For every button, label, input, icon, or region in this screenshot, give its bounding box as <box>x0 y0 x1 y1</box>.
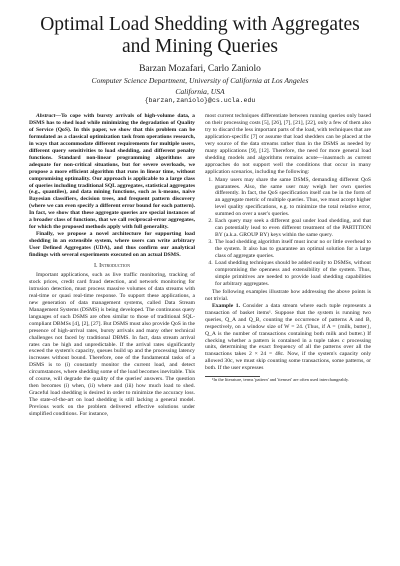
affiliation-line-2: California, USA <box>175 87 225 96</box>
abstract-finally-body: Finally, we propose a novel architecture for supporting load shedding in an extensible system, where users can write arbitrary User Defined Aggregates (UDA), and thus confirm our analytical findings with several experiments executed on an actual DSMS. <box>29 231 195 259</box>
section-heading-introduction: I. Introduction <box>93 262 131 270</box>
right-paragraph-2: The following examples illustrate how addressing the above points is not trivial. <box>205 288 371 302</box>
list-item: 3. The load shedding algorithm itself must incur no or little overhead to the system. It also has to guarantee an optimal solution for a large class of aggregate queries. <box>214 239 371 260</box>
intro-paragraph: Important applications, such as live traffic monitoring, tracking of stock prices, credit card fraud detection, and network monitoring for intrusion detection, must process massive volumes of data streams with real-time or quasi real-time response. To support these applications, a new generation of data management systems, called Data Stream Management Systems (DSMS) is being developed. The continuous query languages of such DSMS are often similar to those of traditional SQL-compliant DBMSs [4], [2], [27]. But DSMS must also provide QoS in the presence of high-arrival rates, bursty arrivals and many other technical challenges not faced by traditional DBMS. In fact, data stream arrival rates can be high and unpredictable. If the arrival rates significantly exceed the system's capacity, queues build up and the processing latency increases without bound. Therefore, one of the fundamental tasks of a DSMS is to (i) constantly monitor the current load, and detect circumstances, where shedding some of the load becomes inevitable. This of course, will degrade the quality of the queries' answers. The question then becomes (i) when, (ii) where and (iii) how much load to shed. Graceful load shedding is desired in order to minimize the accuracy loss. The state-of-the-art on load shedding is still lacking a general model. Previous work on the problem delivered effective solutions under simplified conditions. For instance, <box>29 271 195 418</box>
title-line-1: Optimal Load Shedding with Aggregates <box>40 14 360 35</box>
left-column <box>29 113 195 418</box>
paper-title <box>29 14 371 58</box>
title-line-2: and Mining Queries <box>122 36 278 57</box>
abstract-body: —To cope with bursty arrivals of high-volume data, a DSMS has to shed load while minimizing the degradation of Quality of Service (QoS). In this paper, we show that this problem can be formulated as a classical optimization task from operations research, in ways that accommodate different requirements for multiple users, different query sensitivities to load shedding, and different penalty functions. Standard non-linear programming algorithms are adequate for non-critical situations, but for severe overloads, we propose a more efficient algorithm that runs in linear time, without compromising optimality. Our approach is applicable to a large class of queries including traditional SQL aggregates, statistical aggregates (e.g., quantiles), and data mining functions, such as k-means, naive Bayesian classifiers, decision trees, and frequent pattern discovery (where we can even specify a different error bound for each pattern). In fact, we show that these aggregate queries are special instances of a broader class of functions, that we call reciprocal-error aggregates, for which the proposed methods apply with full generality. <box>29 113 195 231</box>
abstract <box>29 113 195 231</box>
example-paragraph <box>205 303 371 373</box>
author-email: {barzan,zaniolo}@cs.ucla.edu <box>144 97 256 104</box>
list-item: 4. Load shedding techniques should be added easily to DSMSs, without compromising the openness and extensibility of the system. Thus, simple primitives are needed to provide load shedding capabilities for arbitrary aggregates. <box>214 260 371 288</box>
right-column <box>205 113 371 418</box>
list-item: 1. Many users may share the same DSMS, demanding different QoS guarantees. Also, the same user may weigh her own queries differently. In fact, the QoS specification itself can be in the form of an aggregate metric of multiple queries. Thus, we must accept higher level quality specifications, e.g. to minimize the total relative error, summed on over a user's queries. <box>214 177 371 219</box>
abstract-finally <box>29 231 195 259</box>
affiliation-line-1: Computer Science Department, University of California at Los Angeles <box>91 76 309 85</box>
author-list: Barzan Mozafari, Carlo Zaniolo <box>139 64 261 74</box>
list-item: 2. Each query may seek a different goal under load shedding, and that can potentially lead to even different treatment of the PARTITION BY (a.k.a. GROUP BY) keys within the same query. <box>214 218 371 239</box>
two-column-body <box>29 113 371 418</box>
example-lead: Example 1. <box>212 302 241 309</box>
right-paragraph-1: most current techniques differentiate between running queries only based on their processing costs [5], [26], [7], [21], [22], only a few of them also try to discard the less important parts of the load, with techniques that are application-specific [7] or assume that load shedders can be placed at the very source of the data streams rather than in the DSMS as needed by many applications [9], [12]. Therefore, the need for more general load shedding models and algorithms remains acute—inasmuch as current approaches do not support well the conditions that occur in many application scenarios, including the following: <box>205 113 371 175</box>
abstract-lead: Abstract <box>36 113 56 119</box>
requirements-list <box>205 177 371 288</box>
footnote: ¹In the literature, terms 'pattern' and 'itemset' are often used interchangeably. <box>212 377 349 383</box>
example-body: Consider a data stream where each tuple represents a transaction of basket items¹. Suppose that the system is running two queries, Q_A and Q_B, counting the occurrence of patterns A and B, respectively, on a window size of W = 24. (Thus, if A = {milk, butter}, Q_A is the number of transactions containing both milk and butter.) If checking whether a pattern is contained in a tuple takes c processing units, determining the exact frequency of all the patterns over all the transactions takes 2 × 24 = 48c. Now, if the system's capacity only allowed 30c, we must skip counting some transactions, some patterns, or both. If the user expresses <box>205 302 371 372</box>
